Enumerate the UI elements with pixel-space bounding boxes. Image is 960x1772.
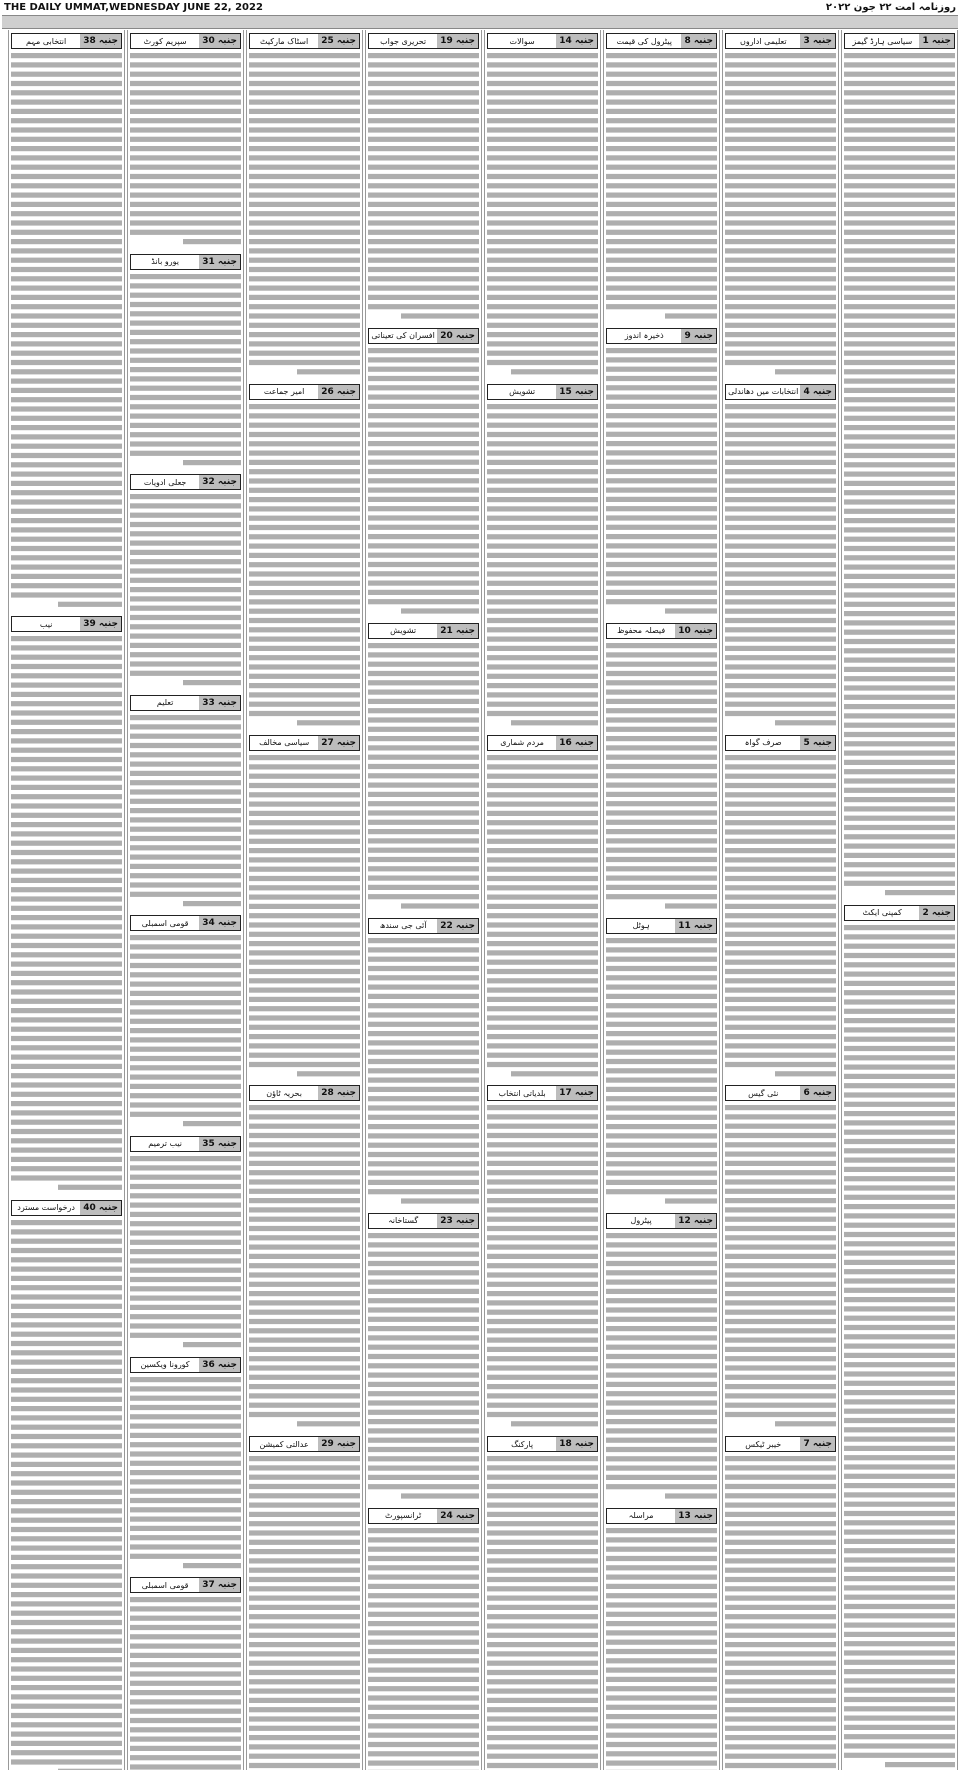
news-item-title: صرف گواہ — [744, 738, 782, 748]
news-item — [11, 33, 122, 612]
news-item-header — [487, 384, 598, 400]
news-item-header — [130, 254, 241, 270]
news-item — [130, 254, 241, 471]
news-item-body — [487, 51, 598, 380]
news-item-body — [249, 1103, 360, 1432]
news-item-header — [606, 918, 717, 934]
news-item-body — [368, 51, 479, 324]
news-item — [606, 623, 717, 914]
news-item — [249, 33, 360, 380]
news-item-number: جنبہ 29 — [318, 1437, 359, 1451]
news-item-number: جنبہ 4 — [800, 385, 835, 399]
news-item-title: نیب ترمیم — [148, 1139, 182, 1149]
news-item-header — [725, 33, 836, 49]
news-item-number: جنبہ 10 — [675, 624, 716, 638]
news-item-number: جنبہ 32 — [199, 475, 240, 489]
news-item-number: جنبہ 30 — [199, 34, 240, 48]
news-item-number: جنبہ 38 — [80, 34, 121, 48]
news-item-number: جنبہ 22 — [437, 919, 478, 933]
masthead — [0, 0, 960, 14]
news-item-title: افسران کی تعیناتی — [371, 331, 435, 341]
news-item-number: جنبہ 21 — [437, 624, 478, 638]
news-item — [606, 1213, 717, 1504]
news-item-header — [130, 474, 241, 490]
news-item-number: جنبہ 9 — [681, 329, 716, 343]
news-item-header — [368, 918, 479, 934]
news-item-number: جنبہ 19 — [437, 34, 478, 48]
news-item-title: انتخابی مہم — [26, 36, 67, 46]
news-item-number: جنبہ 33 — [199, 696, 240, 710]
news-item-number: جنبہ 23 — [437, 1214, 478, 1228]
news-item-title: پیٹرول کی قیمت — [616, 36, 672, 46]
news-item-header — [725, 384, 836, 400]
news-item-number: جنبہ 28 — [318, 1086, 359, 1100]
news-item — [11, 616, 122, 1195]
news-item-body — [130, 713, 241, 912]
news-item-body — [249, 753, 360, 1082]
news-column — [8, 30, 125, 1770]
news-item-title: سپریم کورٹ — [143, 36, 187, 46]
news-item-number: جنبہ 12 — [675, 1214, 716, 1228]
news-item-title: قومی اسمبلی — [141, 1580, 189, 1590]
news-item-number: جنبہ 27 — [318, 736, 359, 750]
news-item-title: کمپنی ایکٹ — [862, 908, 902, 918]
news-item-body — [487, 1103, 598, 1432]
news-item-number: جنبہ 5 — [800, 736, 835, 750]
news-item-body — [249, 51, 360, 380]
news-item-header — [487, 33, 598, 49]
news-item — [130, 695, 241, 912]
masthead-english: THE DAILY UMMAT,WEDNESDAY JUNE 22, 2022 — [4, 1, 263, 13]
news-item-body — [130, 1595, 241, 1770]
news-item-header — [487, 735, 598, 751]
news-item — [368, 1213, 479, 1504]
news-item — [130, 915, 241, 1132]
news-item-header — [725, 1436, 836, 1452]
news-item-title: نیب — [39, 619, 53, 629]
news-item-header — [368, 1213, 479, 1229]
news-item-number: جنبہ 1 — [919, 34, 954, 48]
news-item-title: اسٹاک مارکیٹ — [260, 36, 309, 46]
news-item-body — [368, 346, 479, 619]
news-item-title: گستاخانہ — [388, 1216, 419, 1226]
news-item-body — [130, 1375, 241, 1574]
news-column — [722, 30, 839, 1770]
news-item-body — [130, 272, 241, 471]
news-item — [130, 33, 241, 250]
news-item-number: جنبہ 36 — [199, 1358, 240, 1372]
news-item-title: کورونا ویکسین — [140, 1360, 190, 1370]
news-item-title: خیبر ٹیکس — [745, 1439, 782, 1449]
news-column — [246, 30, 363, 1770]
news-item-number: جنبہ 24 — [437, 1509, 478, 1523]
news-item-body — [844, 923, 955, 1770]
news-item-number: جنبہ 39 — [80, 617, 121, 631]
news-item-number: جنبہ 34 — [199, 916, 240, 930]
news-item-number: جنبہ 26 — [318, 385, 359, 399]
news-item-header — [368, 33, 479, 49]
news-item-body — [368, 1231, 479, 1504]
news-item-header — [368, 1508, 479, 1524]
news-item-body — [606, 1526, 717, 1770]
news-item-header — [606, 1213, 717, 1229]
news-item-body — [487, 1454, 598, 1770]
news-item-body — [487, 402, 598, 731]
news-item-header — [606, 33, 717, 49]
news-item-title: سوالات — [509, 36, 535, 46]
news-item-body — [368, 641, 479, 914]
news-item — [487, 1436, 598, 1770]
news-item — [725, 735, 836, 1082]
news-item-header — [130, 33, 241, 49]
news-item — [130, 1136, 241, 1353]
news-item-header — [130, 1357, 241, 1373]
news-item-body — [368, 936, 479, 1209]
news-item-title: یورو بانڈ — [151, 257, 179, 267]
news-item-body — [11, 1218, 122, 1770]
news-item — [844, 905, 955, 1770]
news-item-body — [130, 933, 241, 1132]
news-item-number: جنبہ 37 — [199, 1578, 240, 1592]
news-item-number: جنبہ 25 — [318, 34, 359, 48]
news-item-number: جنبہ 16 — [556, 736, 597, 750]
news-item — [725, 384, 836, 731]
news-item — [249, 735, 360, 1082]
news-item-header — [249, 1085, 360, 1101]
news-item-body — [249, 402, 360, 731]
news-item — [606, 1508, 717, 1770]
news-item — [606, 918, 717, 1209]
news-item-number: جنبہ 14 — [556, 34, 597, 48]
news-item-title: جعلی ادویات — [143, 477, 187, 487]
news-item — [487, 384, 598, 731]
news-item-body — [130, 1154, 241, 1353]
news-item-body — [606, 936, 717, 1209]
news-item — [130, 1577, 241, 1770]
news-item-title: درخواست مسترد — [17, 1203, 75, 1213]
news-item-title: ذخیرہ اندوز — [624, 331, 664, 341]
news-item — [487, 33, 598, 380]
news-item-body — [725, 51, 836, 380]
news-item-header — [606, 623, 717, 639]
news-item-title: سیاسی ہارڈ گیمز — [852, 36, 913, 46]
news-item — [725, 1085, 836, 1432]
news-item-title: آئی جی سندھ — [379, 921, 427, 931]
news-item-title: فیصلہ محفوظ — [617, 626, 666, 636]
news-item-body — [487, 753, 598, 1082]
news-item-title: بلدیاتی انتخاب — [498, 1088, 546, 1098]
news-item-header — [11, 1200, 122, 1216]
news-item-number: جنبہ 18 — [556, 1437, 597, 1451]
news-item-number: جنبہ 17 — [556, 1086, 597, 1100]
news-item-body — [725, 1103, 836, 1432]
news-item-title: سیاسی مخالف — [259, 738, 310, 748]
news-item-header — [844, 905, 955, 921]
news-item-title: پیٹرول — [630, 1216, 652, 1226]
news-item-header — [249, 33, 360, 49]
news-item-header — [368, 623, 479, 639]
news-item-body — [11, 634, 122, 1195]
news-item-body — [249, 1454, 360, 1770]
news-item-number: جنبہ 2 — [919, 906, 954, 920]
news-item-header — [249, 735, 360, 751]
news-item — [249, 1085, 360, 1432]
news-item — [249, 384, 360, 731]
news-item-title: تشویش — [509, 387, 536, 397]
news-item-title: عدالتی کمیشن — [259, 1439, 309, 1449]
news-item — [368, 1508, 479, 1770]
news-item-title: مراسلہ — [628, 1511, 654, 1521]
news-item-header — [487, 1436, 598, 1452]
news-item — [11, 1200, 122, 1770]
news-item-title: ٹرانسپورٹ — [385, 1511, 422, 1521]
news-item — [368, 918, 479, 1209]
news-item-header — [130, 1136, 241, 1152]
news-column — [603, 30, 720, 1770]
news-column — [484, 30, 601, 1770]
news-item — [725, 33, 836, 380]
news-item-number: جنبہ 11 — [675, 919, 716, 933]
news-item-body — [844, 51, 955, 901]
news-item-header — [11, 33, 122, 49]
news-item-header — [11, 616, 122, 632]
news-item-header — [249, 384, 360, 400]
news-item — [725, 1436, 836, 1770]
news-item-title: تعلیمی اداروں — [739, 36, 787, 46]
news-item — [368, 623, 479, 914]
news-item-header — [130, 695, 241, 711]
news-item-body — [725, 402, 836, 731]
news-item — [368, 328, 479, 619]
column-grid — [2, 30, 958, 1770]
news-item-body — [11, 51, 122, 612]
news-item-title: ہوٹل — [632, 921, 650, 931]
news-item-body — [606, 346, 717, 619]
news-item-header — [487, 1085, 598, 1101]
news-item-title: پارکنگ — [511, 1439, 534, 1449]
news-item-body — [725, 753, 836, 1082]
news-item-number: جنبہ 8 — [681, 34, 716, 48]
news-item-title: تشویش — [390, 626, 417, 636]
news-item-number: جنبہ 3 — [800, 34, 835, 48]
news-item-title: تعلیم — [156, 698, 174, 708]
news-item-number: جنبہ 7 — [800, 1437, 835, 1451]
news-item-title: قومی اسمبلی — [141, 918, 189, 928]
news-item — [606, 328, 717, 619]
news-item-header — [606, 328, 717, 344]
news-item-title: انتخابات میں دھاندلی — [728, 387, 799, 397]
news-item-header — [368, 328, 479, 344]
news-item — [487, 1085, 598, 1432]
news-item-header — [725, 735, 836, 751]
masthead-urdu: روزنامہ امت ۲۲ جون ۲۰۲۲ — [825, 1, 956, 13]
news-item-body — [606, 641, 717, 914]
news-item-header — [130, 1577, 241, 1593]
news-item-title: نئی گیس — [748, 1088, 779, 1098]
news-item-number: جنبہ 13 — [675, 1509, 716, 1523]
news-item-body — [130, 492, 241, 691]
news-item — [130, 474, 241, 691]
news-item-title: تحریری جواب — [380, 36, 427, 46]
news-column — [365, 30, 482, 1770]
news-item-body — [606, 51, 717, 324]
header-rule — [2, 15, 958, 29]
news-item-number: جنبہ 20 — [437, 329, 478, 343]
news-item-number: جنبہ 31 — [199, 255, 240, 269]
news-item-body — [725, 1454, 836, 1770]
news-item-header — [249, 1436, 360, 1452]
news-item — [249, 1436, 360, 1770]
news-item-number: جنبہ 40 — [80, 1201, 121, 1215]
news-item-header — [606, 1508, 717, 1524]
news-item-header — [725, 1085, 836, 1101]
news-item — [606, 33, 717, 324]
news-item-body — [606, 1231, 717, 1504]
news-item-number: جنبہ 15 — [556, 385, 597, 399]
news-item — [844, 33, 955, 901]
news-item — [368, 33, 479, 324]
news-item-body — [130, 51, 241, 250]
news-item — [130, 1357, 241, 1574]
news-item-body — [368, 1526, 479, 1770]
news-item-title: بحریہ ٹاؤن — [266, 1088, 302, 1098]
news-item-title: امیر جماعت — [263, 387, 305, 397]
news-column — [127, 30, 244, 1770]
news-item-title: مردم شماری — [500, 738, 544, 748]
news-item — [487, 735, 598, 1082]
news-item-number: جنبہ 6 — [800, 1086, 835, 1100]
news-item-header — [130, 915, 241, 931]
news-column — [841, 30, 958, 1770]
news-item-number: جنبہ 35 — [199, 1137, 240, 1151]
news-item-header — [844, 33, 955, 49]
